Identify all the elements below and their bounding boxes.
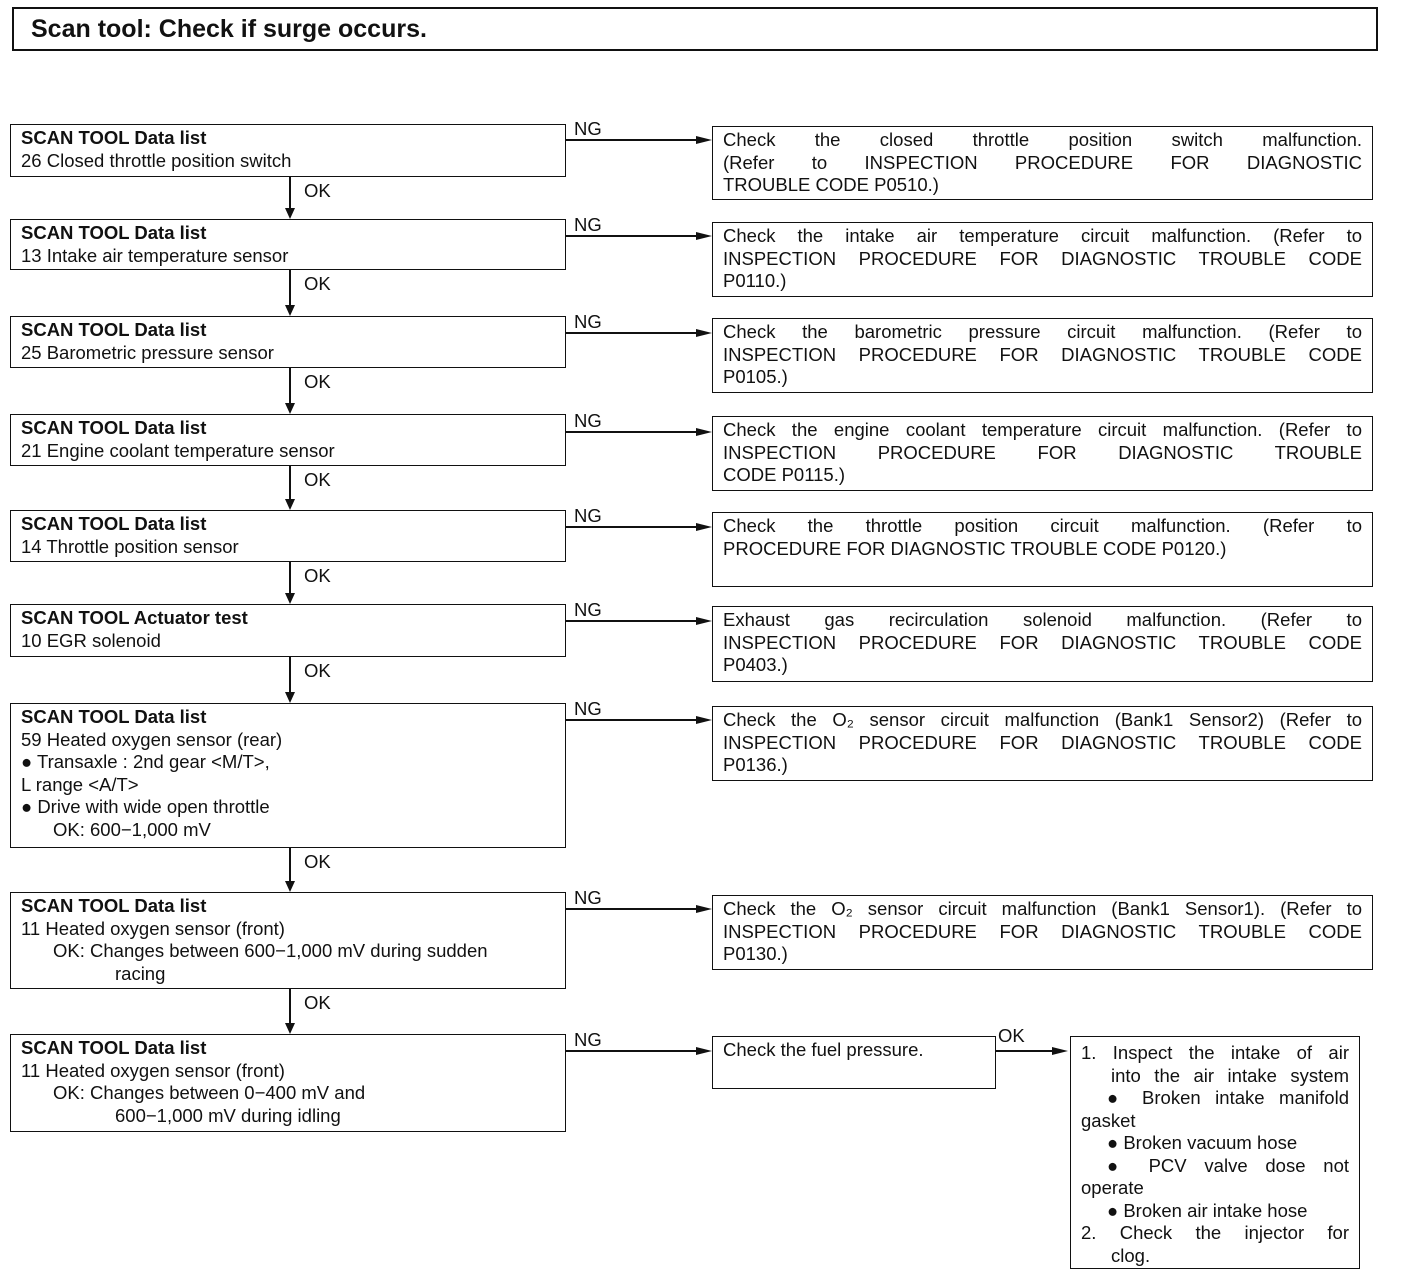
box-text-line: into the air intake system xyxy=(1111,1064,1349,1086)
check-step-box xyxy=(10,316,566,368)
box-text-line: ● Drive with wide open throttle xyxy=(21,796,270,817)
box-text-line: 11 Heated oxygen sensor (front) xyxy=(21,917,285,939)
box-text-line: ● PCV valve dose not xyxy=(1107,1154,1349,1176)
ok-connector-line xyxy=(289,466,291,500)
box-text-line: INSPECTION PROCEDURE FOR DIAGNOSTIC TROUBLE CODE xyxy=(723,343,1362,365)
box-text-line: SCAN TOOL Data list xyxy=(21,222,207,243)
box-text-line: Check the throttle position circuit malfunction. (Refer to xyxy=(723,515,1362,536)
box-text-line: 600−1,000 mV during idling xyxy=(115,1104,341,1126)
ng-result-box xyxy=(712,512,1373,587)
ng-result-box xyxy=(712,318,1373,393)
check-step-box xyxy=(10,703,566,848)
box-text-line: INSPECTION PROCEDURE FOR DIAGNOSTIC TROUBLE CODE xyxy=(723,247,1362,269)
arrow-right-icon xyxy=(696,329,712,337)
box-text-line: Exhaust gas recirculation solenoid malfunction. (Refer to xyxy=(723,609,1362,630)
box-text-line: 14 Throttle position sensor xyxy=(21,535,239,557)
box-text-line: P0136.) xyxy=(723,754,788,775)
box-text-line: OK: 600−1,000 mV xyxy=(53,818,211,840)
arrow-right-icon xyxy=(696,905,712,913)
ok-connector-line xyxy=(289,562,291,594)
ng-label: NG xyxy=(574,118,602,139)
box-text-line: 1. Inspect the intake of air xyxy=(1081,1042,1349,1063)
ok-connector-line xyxy=(289,177,291,209)
ok-connector-line xyxy=(289,989,291,1024)
arrow-right-icon xyxy=(1052,1047,1068,1055)
ng-label: NG xyxy=(574,410,602,431)
page-title: Scan tool: Check if surge occurs. xyxy=(12,7,1378,51)
box-text-line: gasket xyxy=(1081,1109,1136,1131)
ok-connector-line xyxy=(289,270,291,306)
box-text-line: 10 EGR solenoid xyxy=(21,629,161,651)
box-text-line: SCAN TOOL Data list xyxy=(21,1037,207,1058)
box-text-line: Check the closed throttle position switch malfunction. xyxy=(723,129,1362,150)
ng-label: NG xyxy=(574,311,602,332)
box-text-line: OK: Changes between 0−400 mV and xyxy=(53,1082,366,1103)
ok-label: OK xyxy=(304,371,331,392)
inspection-actions-box xyxy=(1070,1036,1360,1269)
box-text-line: P0403.) xyxy=(723,654,788,675)
box-text-line: TROUBLE CODE P0510.) xyxy=(723,174,939,195)
box-text-line: SCAN TOOL Data list xyxy=(21,127,207,148)
box-text-line: SCAN TOOL Data list xyxy=(21,706,207,727)
box-text-line: 13 Intake air temperature sensor xyxy=(21,244,289,266)
ng-label: NG xyxy=(574,505,602,526)
ng-label: NG xyxy=(574,698,602,719)
box-text-line: ● Transaxle : 2nd gear <M/T>, xyxy=(21,751,270,772)
box-text-line: Check the intake air temperature circuit malfunction. (Refer to xyxy=(723,225,1362,246)
check-step-box xyxy=(10,219,566,270)
ng-label: NG xyxy=(574,214,602,235)
box-text-line: P0130.) xyxy=(723,943,788,964)
box-text-line: SCAN TOOL Data list xyxy=(21,319,207,340)
arrow-right-icon xyxy=(696,1047,712,1055)
ok-connector-line xyxy=(996,1050,1054,1052)
arrow-down-icon xyxy=(285,1023,295,1034)
arrow-right-icon xyxy=(696,617,712,625)
arrow-down-icon xyxy=(285,403,295,414)
box-text-line: SCAN TOOL Data list xyxy=(21,895,207,916)
box-text-line: INSPECTION PROCEDURE FOR DIAGNOSTIC TROUBLE CODE xyxy=(723,631,1362,653)
box-text-line: P0105.) xyxy=(723,366,788,387)
arrow-right-icon xyxy=(696,428,712,436)
box-text-line: OK: Changes between 600−1,000 mV during sudden xyxy=(53,940,488,961)
arrow-down-icon xyxy=(285,692,295,703)
check-step-box xyxy=(10,892,566,989)
ok-label: OK xyxy=(304,469,331,490)
ok-connector-line xyxy=(289,848,291,882)
ng-label: NG xyxy=(574,887,602,908)
box-text-line: (Refer to INSPECTION PROCEDURE FOR DIAGNOSTIC xyxy=(723,151,1362,173)
box-text-line: 26 Closed throttle position switch xyxy=(21,149,292,171)
ok-label: OK xyxy=(304,992,331,1013)
check-step-box xyxy=(10,510,566,562)
ng-result-box xyxy=(712,126,1373,200)
box-text-line: SCAN TOOL Data list xyxy=(21,513,207,534)
arrow-right-icon xyxy=(696,716,712,724)
box-text-line: 2. Check the injector for xyxy=(1081,1222,1349,1243)
ok-label: OK xyxy=(304,660,331,681)
check-step-box xyxy=(10,414,566,466)
ok-label: OK xyxy=(304,851,331,872)
box-text-line: INSPECTION PROCEDURE FOR DIAGNOSTIC TROUBLE CODE xyxy=(723,920,1362,942)
box-text-line: Check the engine coolant temperature circuit malfunction. (Refer to xyxy=(723,419,1362,440)
check-step-box xyxy=(10,1034,566,1132)
box-text-line: SCAN TOOL Actuator test xyxy=(21,607,248,628)
box-text-line: P0110.) xyxy=(723,270,787,291)
box-text-line: 11 Heated oxygen sensor (front) xyxy=(21,1059,285,1081)
box-text-line: 21 Engine coolant temperature sensor xyxy=(21,439,335,461)
ng-result-box xyxy=(712,416,1373,491)
box-text-line: INSPECTION PROCEDURE FOR DIAGNOSTIC TROUBLE CODE xyxy=(723,731,1362,753)
ng-label: NG xyxy=(574,599,602,620)
ng-result-box xyxy=(712,606,1373,682)
arrow-down-icon xyxy=(285,208,295,219)
box-text-line: Check the fuel pressure. xyxy=(723,1039,924,1060)
arrow-down-icon xyxy=(285,499,295,510)
check-step-box xyxy=(10,124,566,177)
box-text-line: 25 Barometric pressure sensor xyxy=(21,341,274,363)
box-text-line: ● Broken intake manifold xyxy=(1107,1087,1349,1108)
arrow-right-icon xyxy=(696,232,712,240)
ng-result-box xyxy=(712,895,1373,970)
ok-connector-line xyxy=(289,657,291,693)
ok-label: OK xyxy=(304,180,331,201)
arrow-right-icon xyxy=(696,136,712,144)
fuel-pressure-box xyxy=(712,1036,996,1089)
box-text-line: clog. xyxy=(1111,1244,1151,1266)
arrow-down-icon xyxy=(285,305,295,316)
ok-connector-line xyxy=(289,368,291,404)
box-text-line: ● Broken vacuum hose xyxy=(1107,1132,1298,1153)
arrow-down-icon xyxy=(285,593,295,604)
ng-result-box xyxy=(712,706,1373,781)
ng-result-box xyxy=(712,222,1373,297)
box-text-line: operate xyxy=(1081,1177,1144,1198)
ok-label: OK xyxy=(304,273,331,294)
box-text-line: Check the barometric pressure circuit malfunction. (Refer to xyxy=(723,321,1362,342)
box-text-line: Check the O₂ sensor circuit malfunction (Bank1 Sensor1). (Refer to xyxy=(723,898,1362,919)
box-text-line: Check the O₂ sensor circuit malfunction (Bank1 Sensor2) (Refer to xyxy=(723,709,1362,730)
box-text-line: L range <A/T> xyxy=(21,773,139,795)
box-text-line: INSPECTION PROCEDURE FOR DIAGNOSTIC TROUBLE xyxy=(723,441,1362,463)
box-text-line: racing xyxy=(115,962,166,984)
box-text-line: SCAN TOOL Data list xyxy=(21,417,207,438)
check-step-box xyxy=(10,604,566,657)
box-text-line: 59 Heated oxygen sensor (rear) xyxy=(21,728,283,750)
box-text-line: PROCEDURE FOR DIAGNOSTIC TROUBLE CODE P0120.) xyxy=(723,537,1227,559)
arrow-right-icon xyxy=(696,523,712,531)
ng-label: NG xyxy=(574,1029,602,1050)
ok-label: OK xyxy=(998,1025,1025,1046)
ok-label: OK xyxy=(304,565,331,586)
arrow-down-icon xyxy=(285,881,295,892)
box-text-line: CODE P0115.) xyxy=(723,464,846,485)
box-text-line: ● Broken air intake hose xyxy=(1107,1199,1308,1221)
